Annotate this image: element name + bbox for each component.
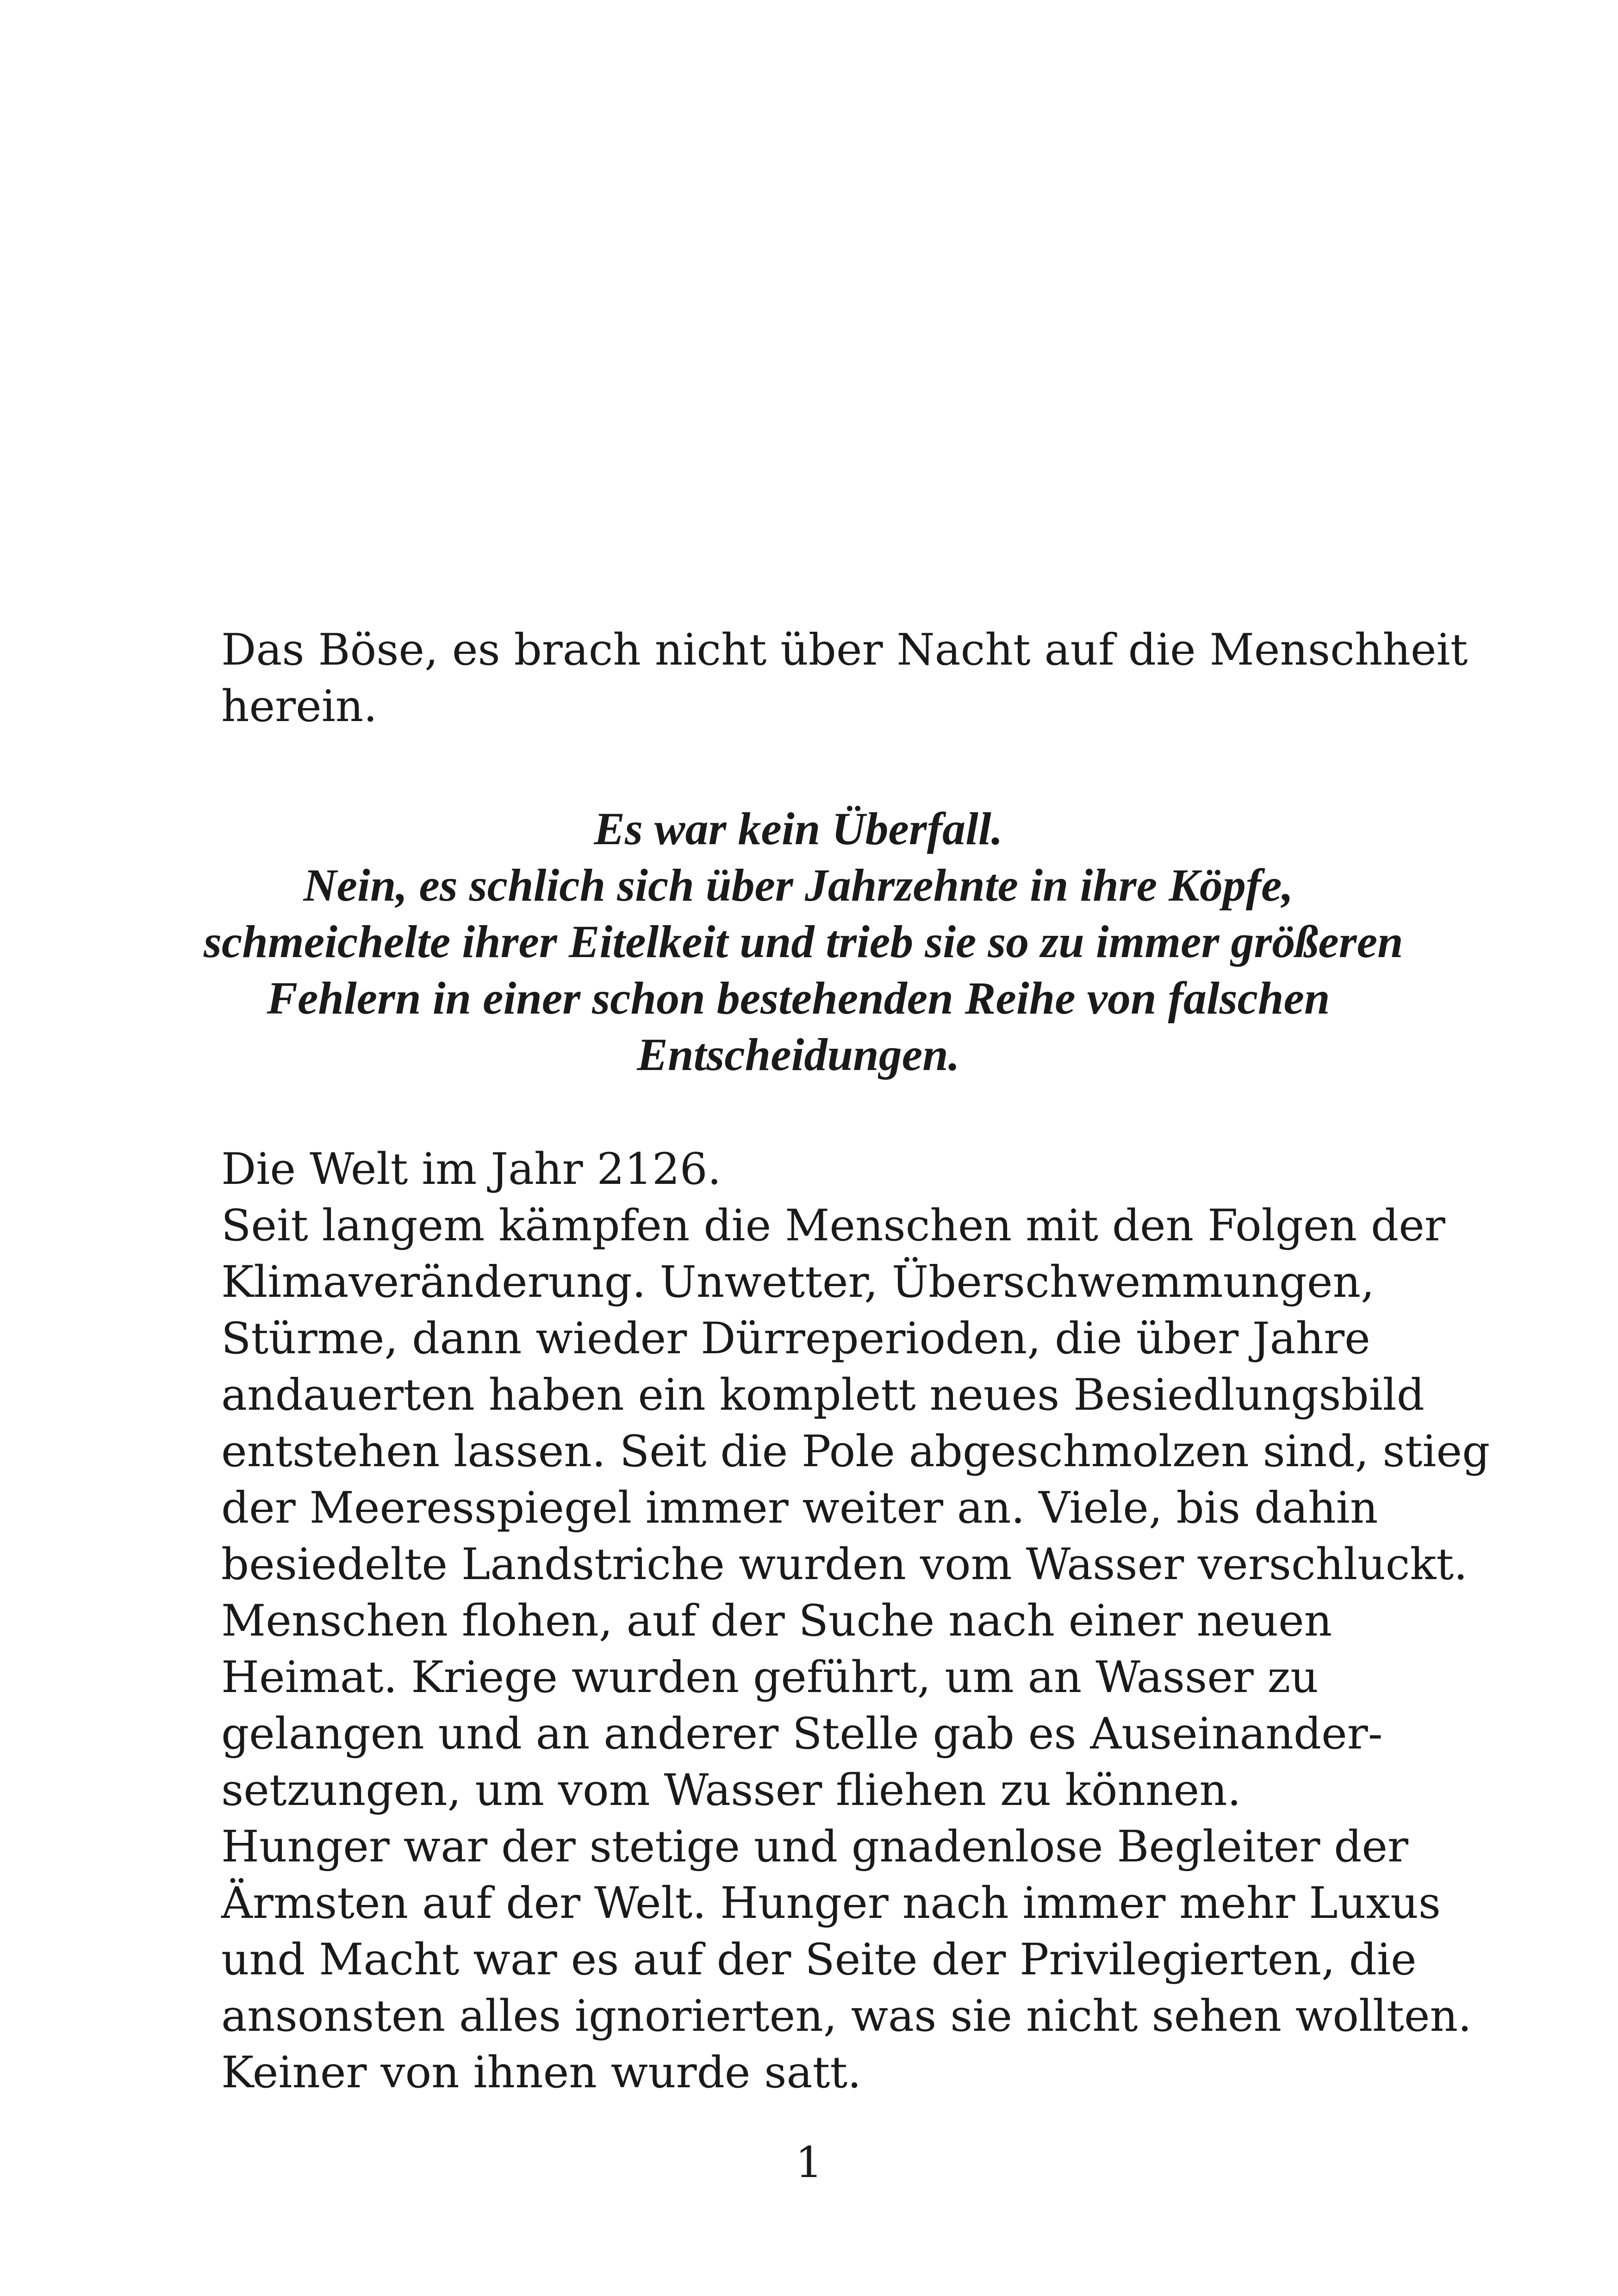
quote-line: Es war kein Überfall. [594, 803, 1003, 854]
body-line: gelangen und an anderer Stelle gab es Auseinander- [221, 1709, 1383, 1759]
quote-line: schmeichelte ihrer Eitelkeit und trieb sie so zu immer größeren [204, 916, 1403, 967]
body-line: Klimaveränderung. Unwetter, Überschwemmungen, [221, 1257, 1375, 1307]
body-line: Ärmsten auf der Welt. Hunger nach immer mehr Luxus [221, 1878, 1441, 1929]
body-line: Menschen flohen, auf der Suche nach einer neuen [221, 1596, 1332, 1646]
intro-paragraph [221, 622, 1468, 735]
quote-line: Entscheidungen. [637, 1029, 960, 1080]
body-line: entstehen lassen. Seit die Pole abgeschmolzen sind, stieg [221, 1426, 1490, 1477]
body-line: der Meeresspiegel immer weiter an. Viele, bis dahin [221, 1483, 1378, 1533]
body-line: setzungen, um vom Wasser fliehen zu können. [221, 1765, 1241, 1816]
page-number: 1 [795, 2138, 823, 2187]
body-line: Die Welt im Jahr 2126. [221, 1144, 722, 1195]
body-line: Heimat. Kriege wurden geführt, um an Wasser zu [221, 1652, 1319, 1703]
body-line: und Macht war es auf der Seite der Privilegierten, die [221, 1935, 1417, 1985]
body-line: ansonsten alles ignorierten, was sie nicht sehen wollten. [221, 1991, 1472, 2041]
intro-line: herein. [221, 681, 378, 732]
body-line: Stürme, dann wieder Dürreperioden, die über Jahre [221, 1313, 1370, 1364]
body-line: Hunger war der stetige und gnadenlose Begleiter der [221, 1822, 1408, 1872]
quote-line: Nein, es schlich sich über Jahrzehnte in ihre Köpfe, [303, 859, 1294, 911]
highlighted-quote [204, 801, 1403, 1083]
body-paragraph [221, 1141, 1490, 2101]
body-line: Keiner von ihnen wurde satt. [221, 2047, 862, 2098]
body-line: besiedelte Landstriche wurden vom Wasser verschluckt. [221, 1539, 1468, 1590]
body-line: Seit langem kämpfen die Menschen mit den Folgen der [221, 1201, 1445, 1251]
quote-line: Fehlern in einer schon bestehenden Reihe von falschen [267, 972, 1330, 1024]
intro-line: Das Böse, es brach nicht über Nacht auf die Menschheit [221, 625, 1468, 675]
body-line: andauerten haben ein komplett neues Besiedlungsbild [221, 1370, 1425, 1420]
